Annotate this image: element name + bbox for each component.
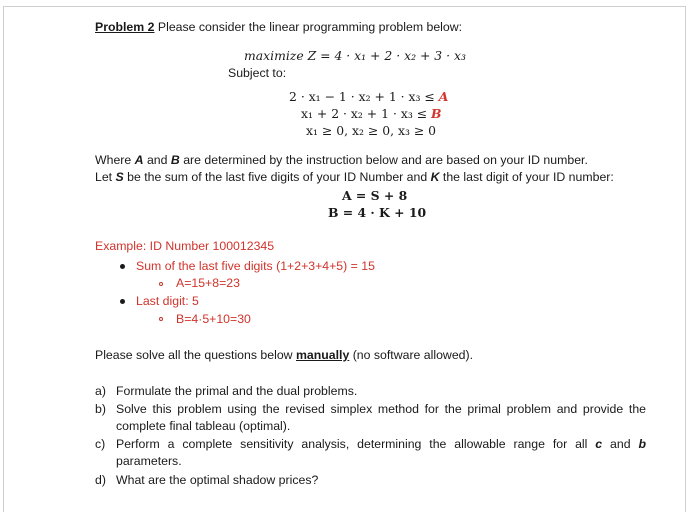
formula-b: B = 4 · K + 10 — [328, 205, 427, 220]
question-b-text-1: Solve this problem using the revised simplex method for the primal problem and provide the — [116, 402, 646, 416]
example-bullet-2: Last digit: 5 — [136, 294, 199, 308]
constraint-1-lhs: 2 · x₁ − 1 · x₂ + 1 · x₃ ≤ — [289, 89, 439, 104]
document-page — [3, 6, 686, 512]
question-d-label: d) — [95, 473, 106, 487]
example-title: Example: ID Number 100012345 — [95, 239, 275, 253]
circle-bullet-icon — [159, 317, 163, 321]
constraint-2 — [301, 106, 442, 121]
question-c-text-1 — [116, 437, 646, 452]
instr2-var-k: K — [430, 170, 440, 184]
question-c-text-a: Perform a complete sensitivity analysis, determining the allowable range for all — [116, 437, 596, 451]
bullet-icon — [120, 299, 125, 304]
bullet-icon — [120, 264, 125, 269]
circle-bullet-icon — [159, 282, 163, 286]
subject-to-label: Subject to: — [228, 66, 287, 80]
instr2-text-c: the last digit of your ID number: — [439, 170, 614, 184]
problem-intro: Please consider the linear programming problem below: — [154, 20, 463, 34]
solve-post: (no software allowed). — [349, 348, 474, 362]
constraint-2-lhs: x₁ + 2 · x₂ + 1 · x₃ ≤ — [301, 106, 432, 121]
formula-a: A = S + 8 — [342, 188, 408, 203]
question-c-label: c) — [95, 437, 106, 451]
instr1-var-b: B — [170, 153, 180, 167]
solve-pre: Please solve all the questions below — [95, 348, 296, 362]
question-a-label: a) — [95, 384, 106, 398]
instr1-and: and — [143, 153, 171, 167]
solve-emphasis: manually — [295, 348, 350, 362]
instruction-line-2 — [95, 170, 614, 185]
instr1-text-b: are determined by the instruction below and are based on your ID number. — [179, 153, 588, 167]
instr2-text-b: be the sum of the last five digits of your ID Number and — [123, 170, 431, 184]
question-a-text: Formulate the primal and the dual problems. — [116, 384, 358, 398]
question-b-label: b) — [95, 402, 106, 416]
example-sub-1: A=15+8=23 — [176, 276, 240, 290]
constraint-1 — [289, 89, 448, 104]
example-bullet-1: Sum of the last five digits (1+2+3+4+5) = 15 — [136, 259, 375, 273]
question-c-and: and — [602, 437, 639, 451]
solve-instruction — [95, 348, 473, 363]
instr1-var-a: A — [134, 153, 144, 167]
constraint-1-rhs: A — [438, 89, 449, 104]
nonnegativity-constraints: x₁ ≥ 0, x₂ ≥ 0, x₃ ≥ 0 — [306, 123, 437, 138]
instr1-text-a: Where — [95, 153, 135, 167]
example-sub-2: B=4·5+10=30 — [176, 312, 251, 326]
question-b-text-2: complete final tableau (optimal). — [116, 419, 291, 433]
constraint-2-rhs: B — [431, 106, 442, 121]
problem-heading: Problem 2 — [95, 20, 155, 34]
question-c-var-b: b — [638, 437, 646, 451]
objective-function: maximize Z = 4 · x₁ + 2 · x₂ + 3 · x₃ — [244, 48, 466, 63]
instr2-text-a: Let — [95, 170, 116, 184]
instruction-line-1 — [95, 153, 588, 168]
question-c-var-c: c — [595, 437, 603, 451]
question-d-text: What are the optimal shadow prices? — [116, 473, 319, 487]
question-c-text-2: parameters. — [116, 454, 182, 468]
instr2-var-s: S — [115, 170, 124, 184]
problem-line — [95, 20, 462, 35]
